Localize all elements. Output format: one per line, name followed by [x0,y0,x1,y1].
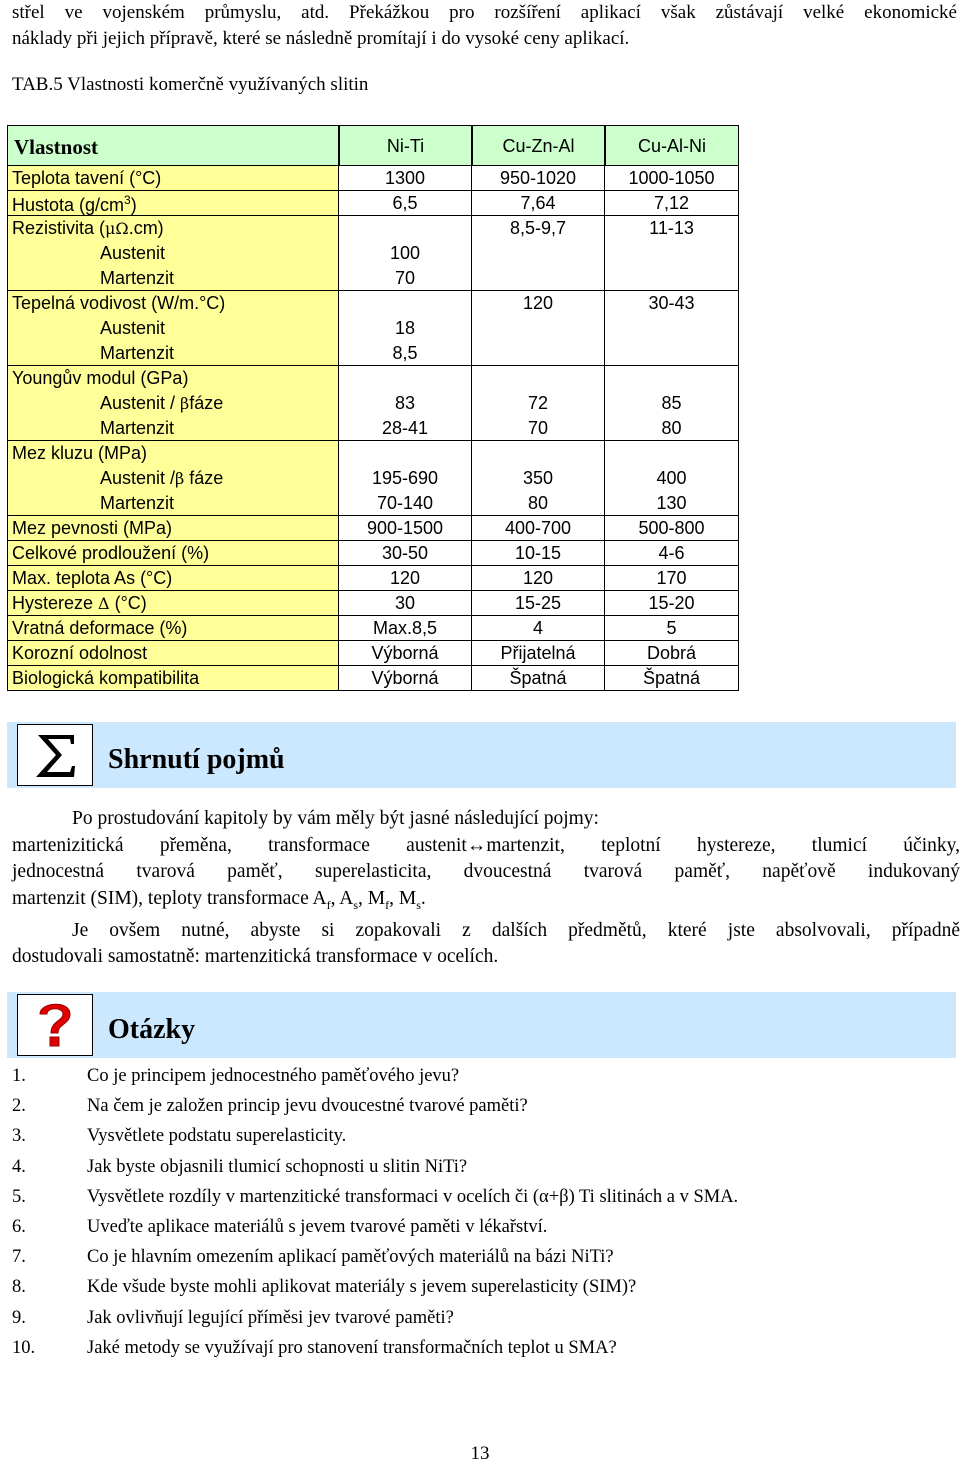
table-row [7,366,739,391]
value-cell [472,441,605,466]
row-label-cell [7,516,339,540]
cell-value: 120 [522,293,554,313]
row-label: Korozní odolnost [12,643,148,663]
value-cell [605,416,739,440]
row-label-cell [7,441,339,466]
row-label-cell [7,191,339,215]
question-number: 3. [12,1126,26,1146]
header-col-niti: Ni-Ti [386,136,425,156]
cell-value: 18 [394,318,416,338]
subscript: s [353,897,359,912]
header-label: Vlastnost [14,135,99,159]
value-cell [339,291,472,316]
header-col-cualni: Cu-Al-Ni [637,136,706,156]
header-cell [472,126,605,165]
summary-lead: Po prostudování kapitoly by vám měly být jasné následující pojmy: [72,808,599,829]
question-number: 9. [12,1308,26,1328]
row-label: Martenzit [100,418,175,438]
cell-value: 6,5 [392,193,418,213]
value-cell [472,541,605,565]
cell-value: 7,64 [520,193,556,213]
cell-value: 170 [656,568,687,588]
cell-value: 83 [394,393,416,413]
value-cell [605,316,739,341]
value-cell [339,641,472,665]
value-cell [339,216,472,241]
value-cell [472,566,605,590]
cell-value: Přijatelná [500,643,576,663]
row-label-cell [7,266,339,290]
question-text: Na čem je založen princip jevu dvoucestné tvarové paměti? [87,1096,528,1116]
row-label: Vratná deformace (%) [12,618,188,638]
question-text: Jak ovlivňují legující příměsi jev tvarové paměti? [87,1308,454,1328]
table-row [7,516,739,541]
value-cell [339,666,472,690]
value-cell [605,291,739,316]
header-col-cuznal: Cu-Zn-Al [502,136,575,156]
value-cell [472,591,605,615]
value-cell [339,266,472,290]
row-label: Rezistivita (μΩ.cm) [12,218,164,238]
cell-value: 120 [522,568,554,588]
row-label-cell [7,291,339,316]
cell-value: 30 [394,593,416,613]
cell-value: 120 [389,568,421,588]
cell-value: 80 [661,418,682,438]
question-number: 1. [12,1066,26,1086]
value-cell [605,491,739,515]
table-row [7,416,739,441]
value-cell [339,541,472,565]
value-cell [339,366,472,391]
cell-value: 400-700 [504,518,572,538]
value-cell [339,416,472,440]
value-cell [472,616,605,640]
row-label-cell [7,366,339,391]
value-cell [472,516,605,540]
summary-text [12,806,960,971]
table-row [7,441,739,466]
question-text: Co je principem jednocestného paměťového jevu? [87,1066,460,1086]
row-label-cell [7,416,339,440]
question-number: 2. [12,1096,26,1116]
questions-title: Otázky [108,1014,196,1045]
value-cell [339,441,472,466]
row-label: Biologická kompatibilita [12,668,200,688]
intro-paragraph [12,0,957,52]
value-cell [472,641,605,665]
cell-value: 80 [527,493,549,513]
value-cell [472,491,605,515]
summary-title: Shrnutí pojmů [108,744,285,775]
row-label: Hystereze Δ (°C) [12,593,147,613]
value-cell [339,191,472,215]
cell-value: 5 [666,618,677,638]
cell-value: 30-50 [381,543,429,563]
cell-value: 8,5 [392,343,418,363]
table-row [7,266,739,291]
value-cell [472,166,605,190]
value-cell [339,391,472,416]
question-number: 5. [12,1187,26,1207]
cell-value: 350 [522,468,554,488]
cell-value: Max.8,5 [372,618,438,638]
value-cell [605,516,739,540]
table-row [7,241,739,266]
question-number: 8. [12,1277,26,1297]
cell-value: 70 [527,418,549,438]
value-cell [605,266,739,290]
value-cell [472,391,605,416]
summary-line-temperatures: martenzit (SIM), teploty transformace $A_f$, $A_s$, $M_f$, $M_s$. [12,887,426,912]
value-cell [472,666,605,690]
cell-value: Výborná [371,643,439,663]
question-number: 6. [12,1217,26,1237]
cell-value: 1300 [384,168,426,188]
value-cell [605,616,739,640]
row-label-cell [7,591,339,615]
table-row [7,166,739,191]
table-row [7,466,739,491]
value-cell [472,291,605,316]
row-label-cell [7,641,339,665]
table-row [7,591,739,616]
row-label-cell [7,341,339,365]
value-cell [605,641,739,665]
row-label: Austenit /β fáze [100,468,224,488]
value-cell [605,216,739,241]
table-row [7,216,739,241]
cell-value: Špatná [642,668,701,688]
row-label: Martenzit [100,268,175,288]
row-label: Teplota tavení (°C) [12,168,162,188]
question-text: Jaké metody se využívají pro stanovení transformačních teplot u SMA? [87,1338,617,1358]
question-text: Uveďte aplikace materiálů s jevem tvarové paměti v lékařství. [87,1217,548,1237]
header-cell [7,126,339,165]
row-label: Austenit / βfáze [100,393,224,413]
value-cell [605,566,739,590]
value-cell [605,241,739,266]
row-label-cell [7,241,339,266]
row-label-cell [7,491,339,515]
value-cell [472,191,605,215]
cell-value: Špatná [509,668,567,688]
table-row [7,566,739,591]
value-cell [605,666,739,690]
table-row [7,316,739,341]
row-label: Max. teplota As (°C) [12,568,173,588]
subscript: f [326,897,331,912]
question-number: 7. [12,1247,26,1267]
value-cell [605,391,739,416]
cell-value: Výborná [371,668,439,688]
row-label: Hustota $(g/cm^3)$ [12,193,137,215]
question-mark-icon [17,994,93,1056]
table-caption: TAB.5 Vlastnosti komerčně využívaných slitin [12,74,369,95]
value-cell [339,591,472,615]
value-cell [339,566,472,590]
cell-value: 70-140 [376,493,434,513]
summary-line: Je ovšem nutné, abyste si zopakovali z dalších předmětů, které jste absolvovali, případně [72,919,960,941]
cell-value: 950-1020 [499,168,577,188]
row-label: Mez kluzu (MPa) [12,443,148,463]
row-label: Austenit [100,318,166,338]
sigma-icon [17,724,93,786]
cell-value: 900-1500 [366,518,444,538]
intro-line: střel ve vojenském průmyslu, atd. Překážkou pro rozšíření aplikací však zůstávají velké ekonomické [12,2,957,23]
value-cell [472,341,605,365]
value-cell [472,241,605,266]
value-cell [339,166,472,190]
value-cell [339,466,472,491]
cell-value: 30-43 [648,293,695,313]
header-cell [605,126,739,165]
page-number: 13 [470,1443,490,1464]
value-cell [605,466,739,491]
cell-value: 85 [661,393,682,413]
table-row [7,291,739,316]
question-text: Co je hlavním omezením aplikací paměťových materiálů na bázi NiTi? [87,1247,614,1267]
value-cell [605,166,739,190]
value-cell [472,366,605,391]
row-label-cell [7,216,339,241]
summary-line: martenizitická přeměna, transformace austenit↔martenzit, teplotní hystereze, tlumicí účinky, [12,834,960,856]
cell-value: 400 [656,468,687,488]
cell-value: 15-25 [514,593,562,613]
summary-line: jednocestná tvarová paměť, superelasticita, dvoucestná tvarová paměť, napěťově indukovaný [12,861,960,882]
cell-value: 4 [532,618,543,638]
row-label-cell [7,466,339,491]
value-cell [339,316,472,341]
row-label-cell [7,166,339,190]
value-cell [472,266,605,290]
value-cell [605,441,739,466]
row-label: Martenzit [100,493,175,513]
row-label: Youngův modul (GPa) [12,368,189,388]
properties-table [7,125,739,692]
value-cell [472,216,605,241]
cell-value: 4-6 [658,543,685,563]
value-cell [472,316,605,341]
cell-value: 100 [389,243,421,263]
value-cell [605,591,739,615]
value-cell [605,191,739,215]
question-number: 4. [12,1157,26,1177]
value-cell [339,516,472,540]
value-cell [339,241,472,266]
table-row [7,191,739,216]
row-label-cell [7,541,339,565]
row-label-cell [7,616,339,640]
subscript: f [385,897,390,912]
cell-value: 70 [394,268,416,288]
value-cell [605,541,739,565]
summary-text-span: martenzit (SIM), teploty transformace A [12,887,327,909]
summary-line: dostudovali samostatně: martenzitická transformace v ocelích. [12,946,499,968]
cell-value: 1000-1050 [628,168,715,188]
row-label-cell [7,316,339,341]
cell-value: 72 [527,393,549,413]
table-row [7,341,739,366]
table-row [7,541,739,566]
summary-banner [7,722,956,788]
cell-value: 28-41 [381,418,429,438]
cell-value: 130 [656,493,687,513]
row-label: Mez pevnosti (MPa) [12,518,173,538]
value-cell [472,466,605,491]
cell-value: 500-800 [638,518,705,538]
questions-banner [7,992,956,1058]
question-number: 10. [12,1338,36,1358]
cell-value: Dobrá [646,643,697,663]
row-label-cell [7,391,339,416]
cell-value: 15-20 [648,593,695,613]
row-label: Celkové prodloužení (%) [12,543,210,563]
table-row [7,666,739,691]
cell-value: 7,12 [653,193,690,213]
header-cell [339,126,472,165]
row-label-cell [7,566,339,590]
question-text: Kde všude byste mohli aplikovat materiály s jevem superelasticity (SIM)? [87,1277,637,1297]
question-text: Vysvětlete podstatu superelasticity. [87,1126,347,1146]
cell-value: 11-13 [649,218,694,238]
table-row [7,641,739,666]
value-cell [472,416,605,440]
value-cell [605,341,739,365]
value-cell [605,366,739,391]
cell-value: 8,5-9,7 [509,218,567,238]
row-label: Austenit [100,243,166,263]
table-row [7,616,739,641]
question-text: Vysvětlete rozdíly v martenzitické transformaci v ocelích či (α+β) Ti slitinách a v SMA. [87,1187,739,1207]
intro-line: náklady při jejich přípravě, které se následně promítají i do vysoké ceny aplikací. [12,28,630,49]
table-header-row [7,125,739,166]
row-label: Tepelná vodivost (W/m.°C) [12,293,226,313]
row-label-cell [7,666,339,690]
row-label: Martenzit [100,343,175,363]
table-row [7,491,739,516]
subscript: s [416,897,421,912]
value-cell [339,616,472,640]
cell-value: 195-690 [371,468,439,488]
cell-value: 10-15 [514,543,562,563]
value-cell [339,491,472,515]
question-text: Jak byste objasnili tlumicí schopnosti u slitin NiTi? [87,1157,468,1177]
table-row [7,391,739,416]
value-cell [339,341,472,365]
